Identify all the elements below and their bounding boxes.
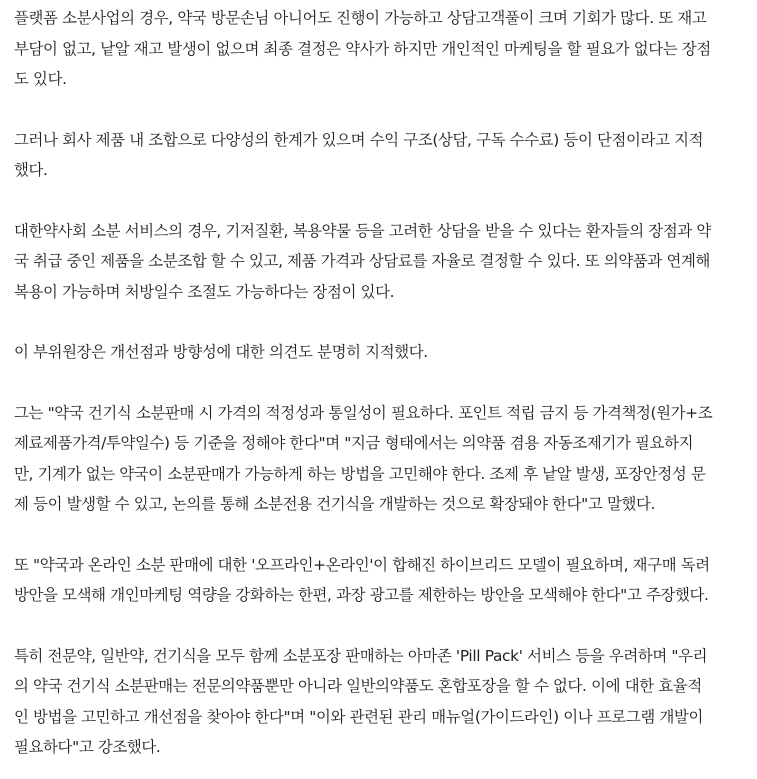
paragraph-price-standard [14, 398, 745, 520]
paragraph-line: 제 등이 발생할 수 있고, 논의를 통해 소분전용 건기식을 개발하는 것으로 확장돼야 한다"고 말했다. [14, 495, 656, 513]
paragraph-line: 복용이 가능하며 처방일수 조절도 가능하다는 장점이 있다. [14, 282, 395, 301]
paragraph-line: 필요하다"고 강조했다. [14, 738, 161, 756]
paragraph-improvement-opinion [14, 337, 745, 368]
paragraph-disadvantages [14, 125, 745, 186]
paragraph-platform-subdivision [14, 3, 745, 95]
paragraph-line: 또 "약국과 온라인 소분 판매에 대한 '오프라인+온라인'이 합해진 하이브리드 모델이 필요하며, 재구매 독려 [14, 555, 710, 574]
paragraph-line: 도 있다. [14, 70, 67, 88]
paragraph-line: 대한약사회 소분 서비스의 경우, 기저질환, 복용약물 등을 고려한 상담을 받을 수 있다는 환자들의 장점과 약 [14, 221, 711, 240]
paragraph-line: 특히 전문약, 일반약, 건기식을 모두 함께 소분포장 판매하는 아마존 'Pill Pack' 서비스 등을 우려하며 "우리 [14, 646, 708, 665]
paragraph-line: 제료제품가격/투약일수) 등 기준을 정해야 한다"며 "지금 형태에서는 의약품 겸용 자동조제기가 필요하지 [14, 434, 694, 452]
paragraph-pill-pack-concern [14, 641, 745, 763]
paragraph-pharmacist-association-service [14, 216, 745, 308]
paragraph-line: 의 약국 건기식 소분판매는 전문의약품뿐만 아니라 일반의약품도 혼합포장을 할 수 없다. 이에 대한 효율적 [14, 677, 702, 695]
paragraph-line: 국 취급 중인 제품을 소분조합 할 수 있고, 제품 가격과 상담료를 자율로 결정할 수 있다. 또 의약품과 연계해 [14, 252, 711, 270]
paragraph-line: 했다. [14, 161, 48, 179]
paragraph-line: 그는 "약국 건기식 소분판매 시 가격의 적정성과 통일성이 필요하다. 포인트 적립 금지 등 가격책정(원가+조 [14, 403, 713, 422]
paragraph-line: 인 방법을 고민하고 개선점을 찾아야 한다"며 "이와 관련된 관리 매뉴얼(가이드라인) 이나 프로그램 개발이 [14, 707, 704, 726]
paragraph-line: 부담이 없고, 낱알 재고 발생이 없으며 최종 결정은 약사가 하지만 개인적인 마케팅을 할 필요가 없다는 장점 [14, 39, 711, 58]
paragraph-line: 플랫폼 소분사업의 경우, 약국 방문손님 아니어도 진행이 가능하고 상담고객풀이 크며 기회가 많다. 또 재고 [14, 9, 707, 27]
paragraph-line: 그러나 회사 제품 내 조합으로 다양성의 한계가 있으며 수익 구조(상담, 구독 수수료) 등이 단점이라고 지적 [14, 130, 704, 149]
paragraph-line: 만, 기계가 없는 약국이 소분판매가 가능하게 하는 방법을 고민해야 한다. 조제 후 낱알 발생, 포장안정성 문 [14, 464, 706, 483]
paragraph-hybrid-model [14, 550, 745, 611]
paragraph-line: 이 부위원장은 개선점과 방향성에 대한 의견도 분명히 지적했다. [14, 343, 428, 361]
paragraph-line: 방안을 모색해 개인마케팅 역량을 강화하는 한편, 과장 광고를 제한하는 방안을 모색해야 한다"고 주장했다. [14, 586, 709, 604]
